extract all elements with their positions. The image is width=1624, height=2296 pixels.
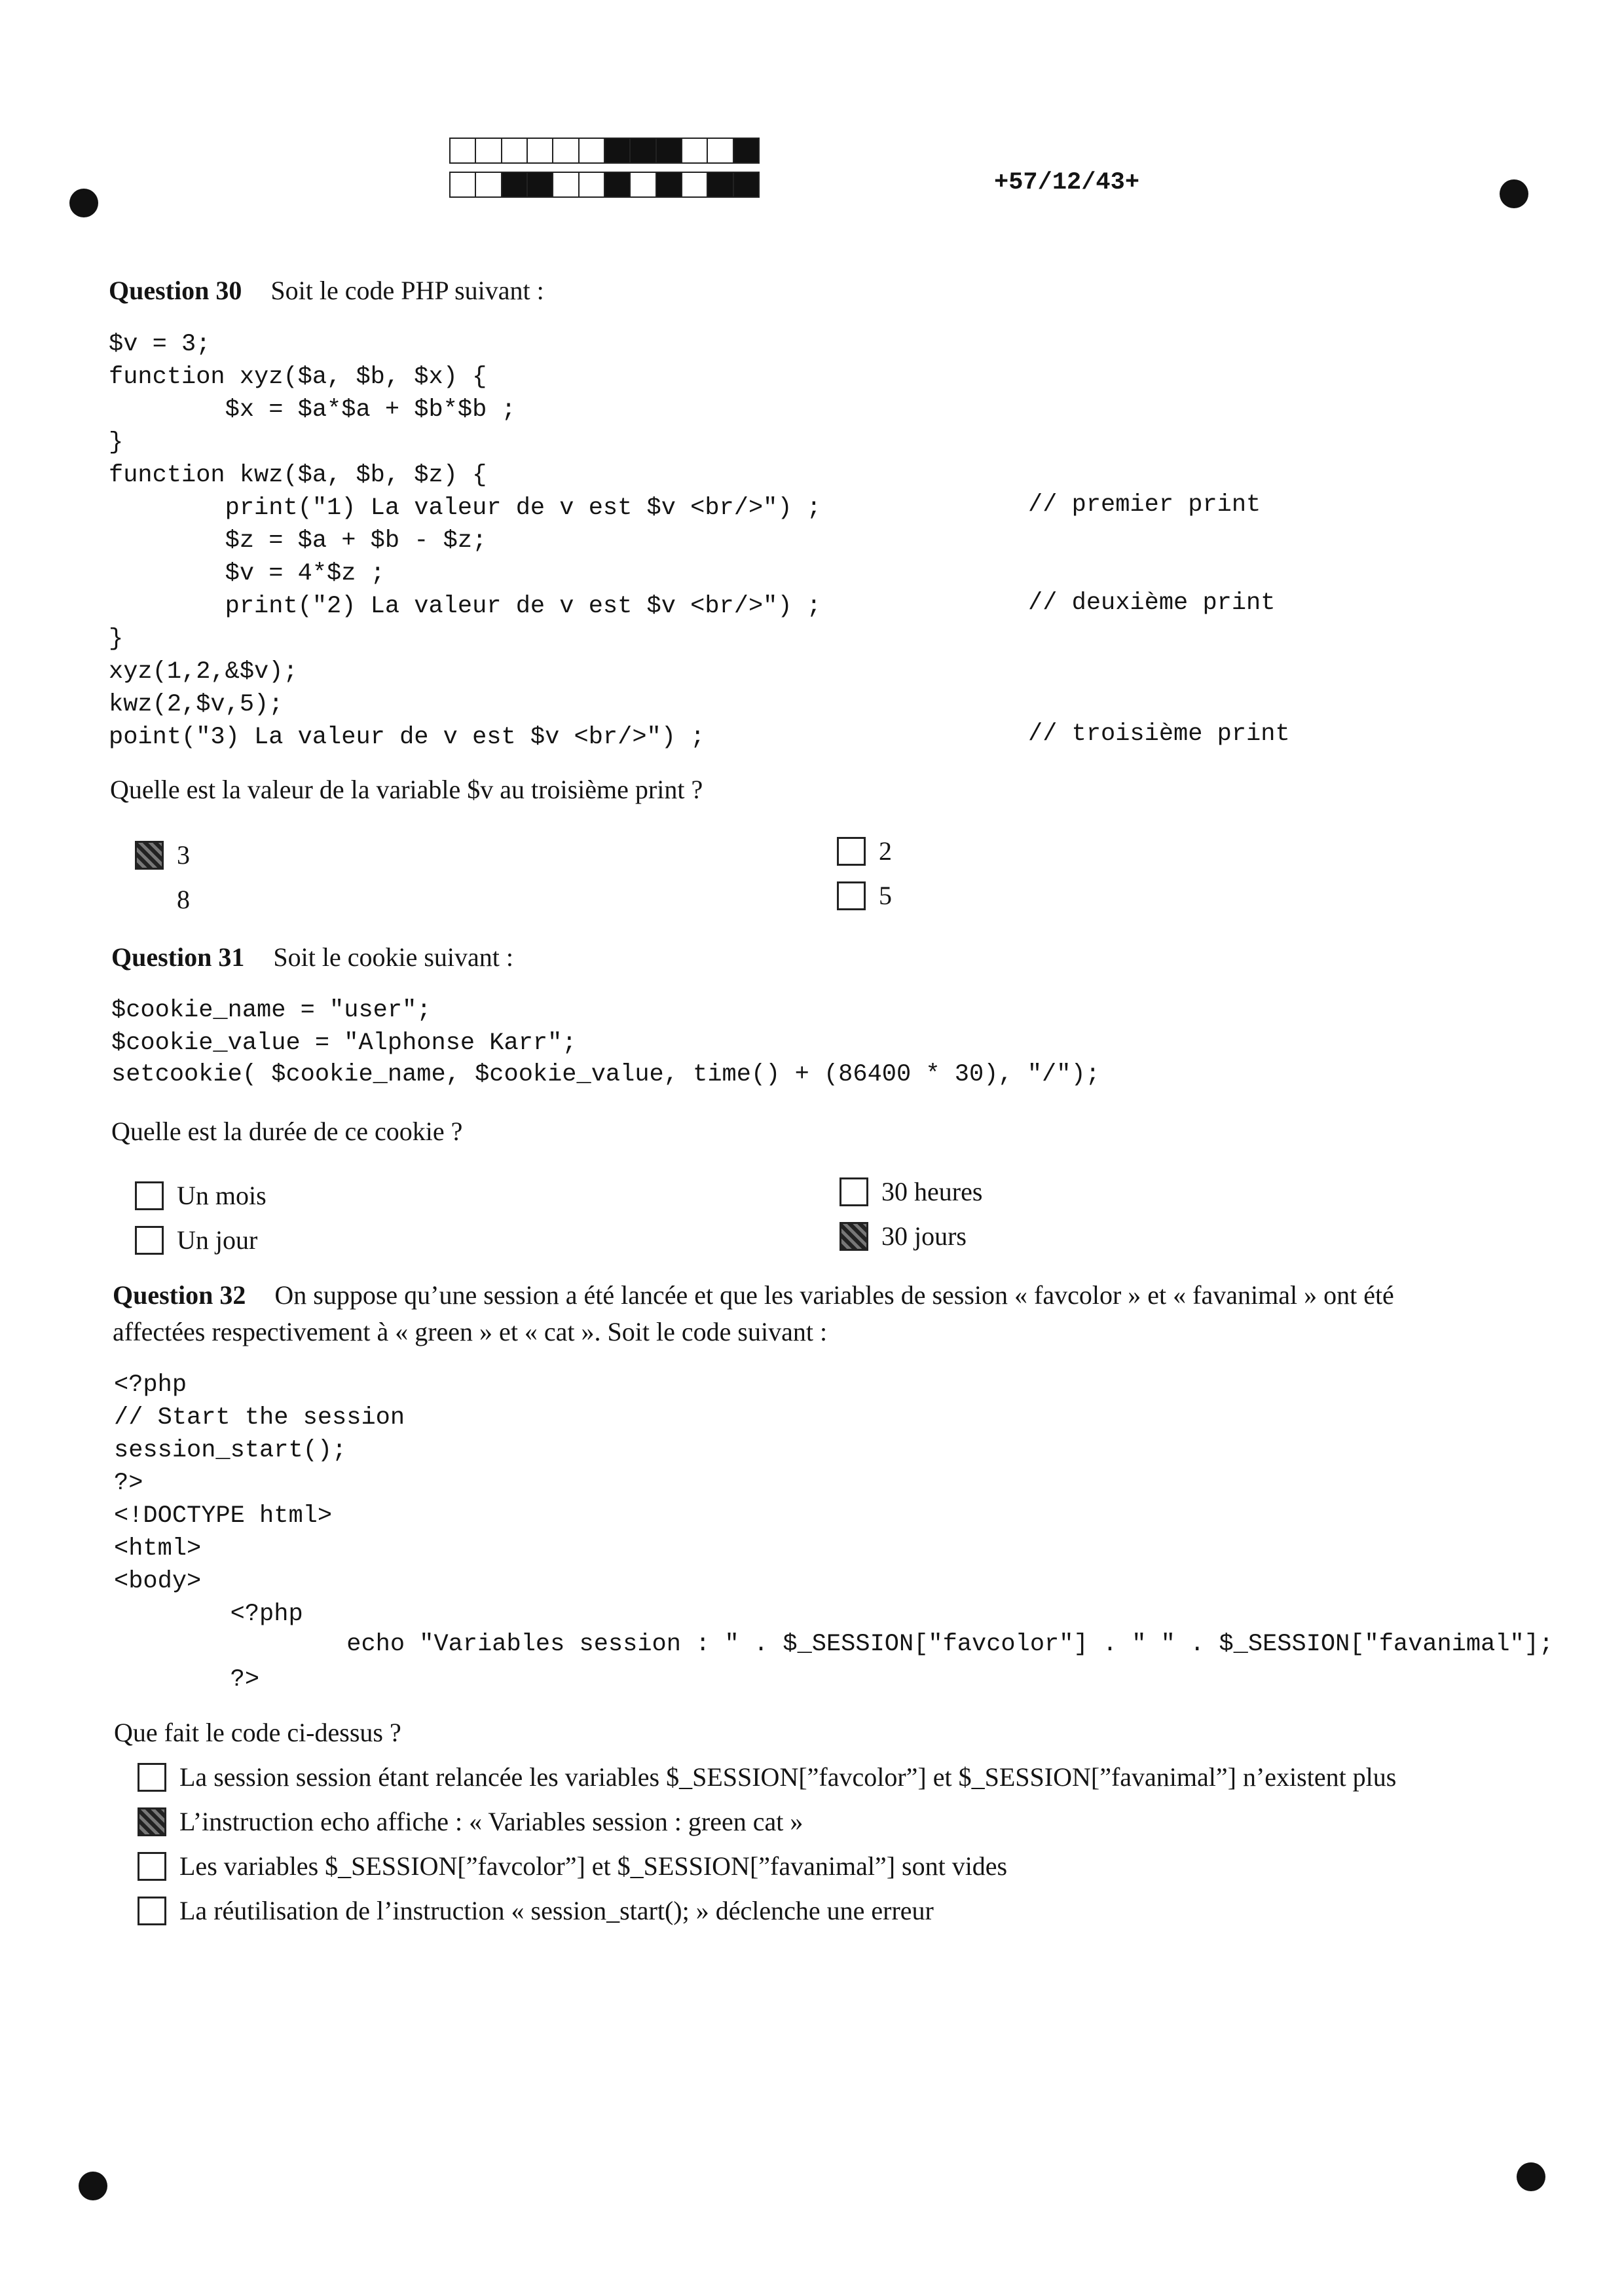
q30-option-5[interactable] [837, 880, 892, 911]
q30-heading [109, 275, 544, 306]
option-label: Un mois [177, 1181, 267, 1210]
code-line: xyz(1,2,&$v); [109, 658, 298, 686]
checkbox-checked[interactable] [135, 841, 164, 870]
q31-intro: Soit le cookie suivant : [273, 942, 513, 972]
q31-option-30-jours[interactable] [840, 1221, 967, 1251]
option-label: 5 [879, 881, 892, 910]
code-line: } [109, 429, 124, 456]
q31-option-un-jour[interactable] [135, 1225, 257, 1255]
q32-heading [113, 1277, 1394, 1350]
code-line: $v = 4*$z ; [109, 560, 385, 587]
code-line: $cookie_value = "Alphonse Karr"; [111, 1029, 577, 1057]
checkbox[interactable] [135, 1181, 164, 1210]
q31-heading [111, 942, 513, 972]
code-line: <!DOCTYPE html> [114, 1502, 333, 1530]
q30-question: Quelle est la valeur de la variable $v au troisième print ? [110, 775, 703, 804]
checkbox[interactable] [837, 881, 866, 910]
code-line: print("1) La valeur de v est $v <br/>") ; [109, 494, 821, 522]
q32-question: Que fait le code ci-dessus ? [114, 1718, 401, 1747]
checkbox-missing [135, 885, 164, 914]
sheet-id: +57/12/43+ [994, 169, 1140, 196]
q31-label: Question 31 [111, 942, 245, 972]
checkbox-checked[interactable] [138, 1807, 166, 1836]
option-label: 8 [177, 885, 190, 914]
code-line: ?> [114, 1666, 260, 1694]
q31-option-un-mois[interactable] [135, 1180, 267, 1211]
q32-option-c[interactable] [138, 1851, 1007, 1881]
option-label: Les variables $_SESSION[”favcolor”] et $_SESSION[”favanimal”] sont vides [179, 1851, 1008, 1881]
code-line: echo "Variables session : " . $_SESSION["favcolor"] . " " . $_SESSION["favanimal"]; [114, 1631, 1554, 1658]
checkbox[interactable] [138, 1852, 166, 1881]
q30-comment-1: // premier print [1028, 491, 1261, 519]
q32-option-b[interactable] [138, 1806, 803, 1837]
q31-option-30-heures[interactable] [840, 1176, 982, 1207]
q30-comment-3: // troisième print [1028, 720, 1290, 748]
code-line: kwz(2,$v,5); [109, 691, 284, 718]
code-line: } [109, 625, 124, 653]
code-line: setcookie( $cookie_name, $cookie_value, time() + (86400 * 30), "/"); [111, 1061, 1100, 1088]
q32-intro-line-1: On suppose qu’une session a été lancée et que les variables de session « favcolor » et « favanimal » ont été [274, 1280, 1394, 1310]
barcode-row-1 [449, 138, 758, 164]
checkbox[interactable] [138, 1897, 166, 1925]
option-label: 3 [177, 840, 190, 870]
code-line: $z = $a + $b - $z; [109, 527, 487, 555]
q30-label: Question 30 [109, 276, 242, 305]
option-label: La réutilisation de l’instruction « session_start(); » déclenche une erreur [179, 1896, 934, 1925]
code-line: $cookie_name = "user"; [111, 997, 432, 1024]
checkbox[interactable] [837, 837, 866, 866]
registration-mark-bottom-right [1517, 2162, 1545, 2191]
code-line: <html> [114, 1535, 202, 1563]
q30-intro: Soit le code PHP suivant : [270, 276, 544, 305]
code-line: <?php [114, 1371, 187, 1399]
option-label: 30 jours [881, 1221, 967, 1251]
checkbox-checked[interactable] [840, 1222, 868, 1251]
code-line: function xyz($a, $b, $x) { [109, 363, 487, 391]
option-label: Un jour [177, 1225, 258, 1255]
code-line: ?> [114, 1470, 143, 1497]
q32-option-a[interactable] [138, 1762, 1396, 1792]
code-line: $v = 3; [109, 331, 211, 358]
q30-option-2[interactable] [837, 836, 892, 866]
q31-question: Quelle est la durée de ce cookie ? [111, 1117, 463, 1146]
q30-option-3[interactable] [135, 840, 190, 870]
barcode-row-2 [449, 172, 758, 198]
q32-option-d[interactable] [138, 1895, 934, 1926]
registration-mark-top-left [69, 189, 98, 217]
code-line: point("3) La valeur de v est $v <br/>") ; [109, 724, 705, 751]
option-label: L’instruction echo affiche : « Variables session : green cat » [179, 1807, 803, 1836]
q32-label: Question 32 [113, 1280, 246, 1310]
q32-intro-line-2: affectées respectivement à « green » et « cat ». Soit le code suivant : [113, 1317, 828, 1346]
registration-mark-bottom-left [79, 2172, 107, 2200]
registration-mark-top-right [1500, 179, 1528, 208]
q30-comment-2: // deuxième print [1028, 589, 1276, 617]
code-line: <body> [114, 1568, 202, 1595]
code-line: print("2) La valeur de v est $v <br/>") ; [109, 593, 821, 620]
option-label: 2 [879, 836, 892, 866]
code-line: function kwz($a, $b, $z) { [109, 462, 487, 489]
code-line: $x = $a*$a + $b*$b ; [109, 396, 516, 424]
checkbox[interactable] [840, 1177, 868, 1206]
q30-option-8[interactable] [135, 884, 190, 915]
option-label: La session session étant relancée les variables $_SESSION[”favcolor”] et $_SESSION[”favanimal”] n’existent plus [179, 1762, 1397, 1792]
option-label: 30 heures [881, 1177, 983, 1206]
checkbox[interactable] [135, 1226, 164, 1255]
code-line: session_start(); [114, 1437, 347, 1464]
code-line: <?php [114, 1601, 303, 1628]
code-line: // Start the session [114, 1404, 405, 1432]
checkbox[interactable] [138, 1763, 166, 1792]
